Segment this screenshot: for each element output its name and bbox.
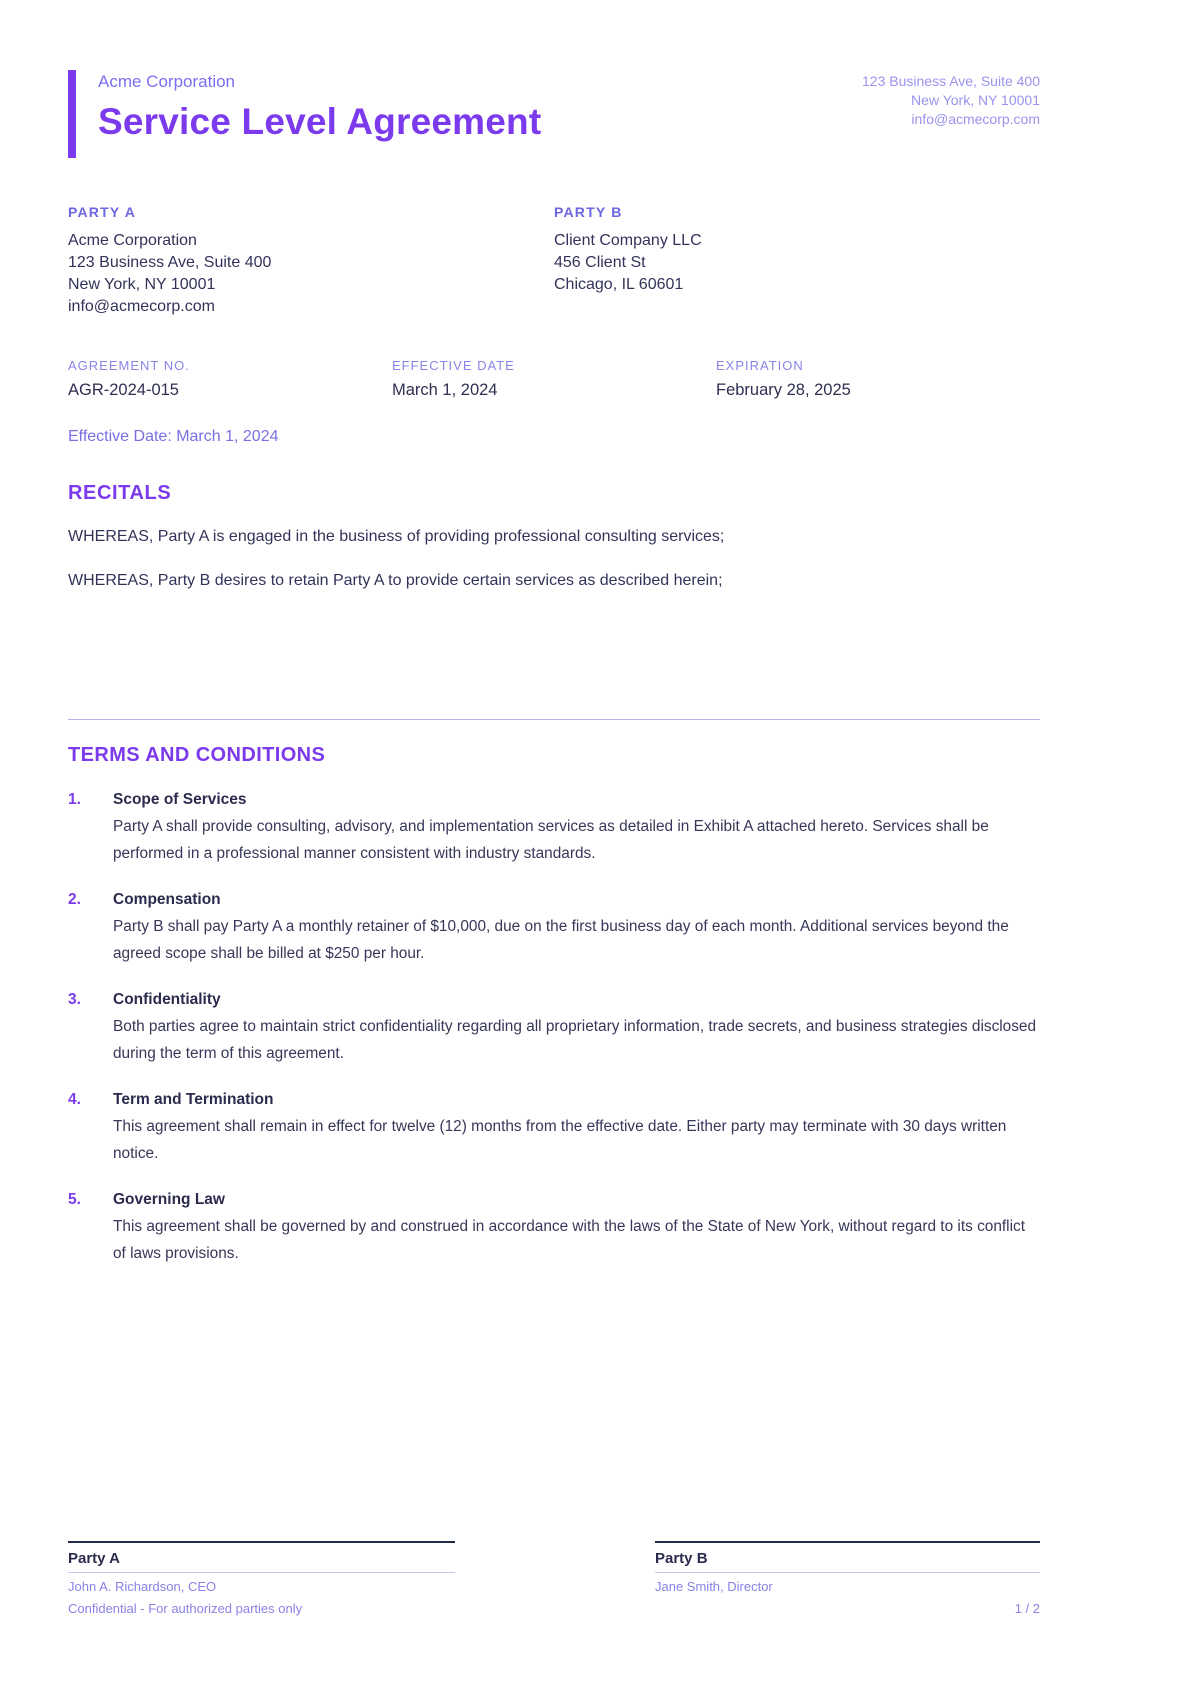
signature-name: John A. Richardson, CEO <box>68 1579 217 1594</box>
header-titles <box>98 70 541 158</box>
document-header <box>68 70 1040 158</box>
meta-expiration <box>716 358 1040 400</box>
meta-effective-date <box>392 358 716 400</box>
party-b-line: Client Company LLC <box>554 232 702 249</box>
term-title: Scope of Services <box>113 791 247 808</box>
party-a-label: PARTY A <box>68 204 137 220</box>
page-title: Service Level Agreement <box>98 101 542 142</box>
terms-list <box>68 789 1040 1267</box>
confidential-notice: Confidential - For authorized parties only <box>68 1601 303 1616</box>
party-a-line: Acme Corporation <box>68 232 197 249</box>
term-title: Compensation <box>113 891 221 908</box>
signature-section <box>68 1541 1040 1594</box>
company-name: Acme Corporation <box>98 72 236 91</box>
address-line: 123 Business Ave, Suite 400 <box>862 73 1040 89</box>
accent-bar <box>68 70 76 158</box>
term-item <box>68 1089 1040 1167</box>
party-b-line: Chicago, IL 60601 <box>554 276 684 293</box>
term-content <box>113 1089 1040 1167</box>
term-content <box>113 989 1040 1067</box>
signature-label: Party B <box>655 1543 1040 1573</box>
parties-section <box>68 204 1040 318</box>
recitals-heading: RECITALS <box>68 482 172 504</box>
agreement-meta-section <box>68 358 1040 400</box>
signature-party-b <box>655 1541 1040 1594</box>
party-b-block <box>554 204 1040 318</box>
header-title-block <box>68 70 541 158</box>
term-number: 5. <box>68 1191 81 1208</box>
page-footer <box>68 1601 1040 1616</box>
meta-label: EFFECTIVE DATE <box>392 358 515 373</box>
party-a-line: info@acmecorp.com <box>68 298 215 315</box>
signature-party-a <box>68 1541 455 1594</box>
party-b-line: 456 Client St <box>554 254 646 271</box>
section-divider <box>68 719 1040 720</box>
signature-label: Party A <box>68 1543 455 1573</box>
term-item <box>68 789 1040 867</box>
term-content <box>113 1189 1040 1267</box>
effective-date-note: Effective Date: March 1, 2024 <box>68 428 279 445</box>
term-content <box>113 889 1040 967</box>
page-number: 1 / 2 <box>1014 1601 1040 1616</box>
party-a-block <box>68 204 554 318</box>
recital-paragraph: WHEREAS, Party B desires to retain Party A to provide certain services as described herein; <box>68 572 723 589</box>
term-number: 4. <box>68 1091 81 1108</box>
term-body: This agreement shall be governed by and construed in accordance with the laws of the State of New York, without regard to its conflict of laws provisions. <box>113 1218 1025 1262</box>
term-item <box>68 889 1040 967</box>
party-a-line: New York, NY 10001 <box>68 276 216 293</box>
address-line: New York, NY 10001 <box>911 92 1040 108</box>
party-a-line: 123 Business Ave, Suite 400 <box>68 254 272 271</box>
term-content <box>113 789 1040 867</box>
term-number: 1. <box>68 791 81 808</box>
term-title: Confidentiality <box>113 991 221 1008</box>
meta-label: EXPIRATION <box>716 358 804 373</box>
term-body: Party B shall pay Party A a monthly retainer of $10,000, due on the first business day of each month. Additional services beyond the agreed scope shall be billed at $250 per hour. <box>113 918 1009 962</box>
term-body: Party A shall provide consulting, advisory, and implementation services as detailed in Exhibit A attached hereto. Services shall be performed in a professional manner consistent with industry standards. <box>113 818 989 862</box>
term-body: Both parties agree to maintain strict confidentiality regarding all proprietary information, trade secrets, and business strategies disclosed during the term of this agreement. <box>113 1018 1037 1062</box>
meta-value: February 28, 2025 <box>716 381 851 399</box>
terms-heading: TERMS AND CONDITIONS <box>68 744 326 766</box>
term-number: 2. <box>68 891 81 908</box>
meta-value: March 1, 2024 <box>392 381 498 399</box>
term-title: Term and Termination <box>113 1091 274 1108</box>
meta-value: AGR-2024-015 <box>68 381 179 399</box>
meta-agreement-no <box>68 358 392 400</box>
term-title: Governing Law <box>113 1191 225 1208</box>
term-body: This agreement shall remain in effect for twelve (12) months from the effective date. Either party may terminate with 30 days written notice. <box>113 1118 1007 1162</box>
party-b-label: PARTY B <box>554 204 623 220</box>
term-item <box>68 989 1040 1067</box>
term-item <box>68 1189 1040 1267</box>
meta-label: AGREEMENT NO. <box>68 358 190 373</box>
term-number: 3. <box>68 991 81 1008</box>
company-address-block <box>862 70 1040 129</box>
address-line: info@acmecorp.com <box>911 111 1040 127</box>
signature-name: Jane Smith, Director <box>655 1579 773 1594</box>
recital-paragraph: WHEREAS, Party A is engaged in the business of providing professional consulting services; <box>68 528 725 545</box>
